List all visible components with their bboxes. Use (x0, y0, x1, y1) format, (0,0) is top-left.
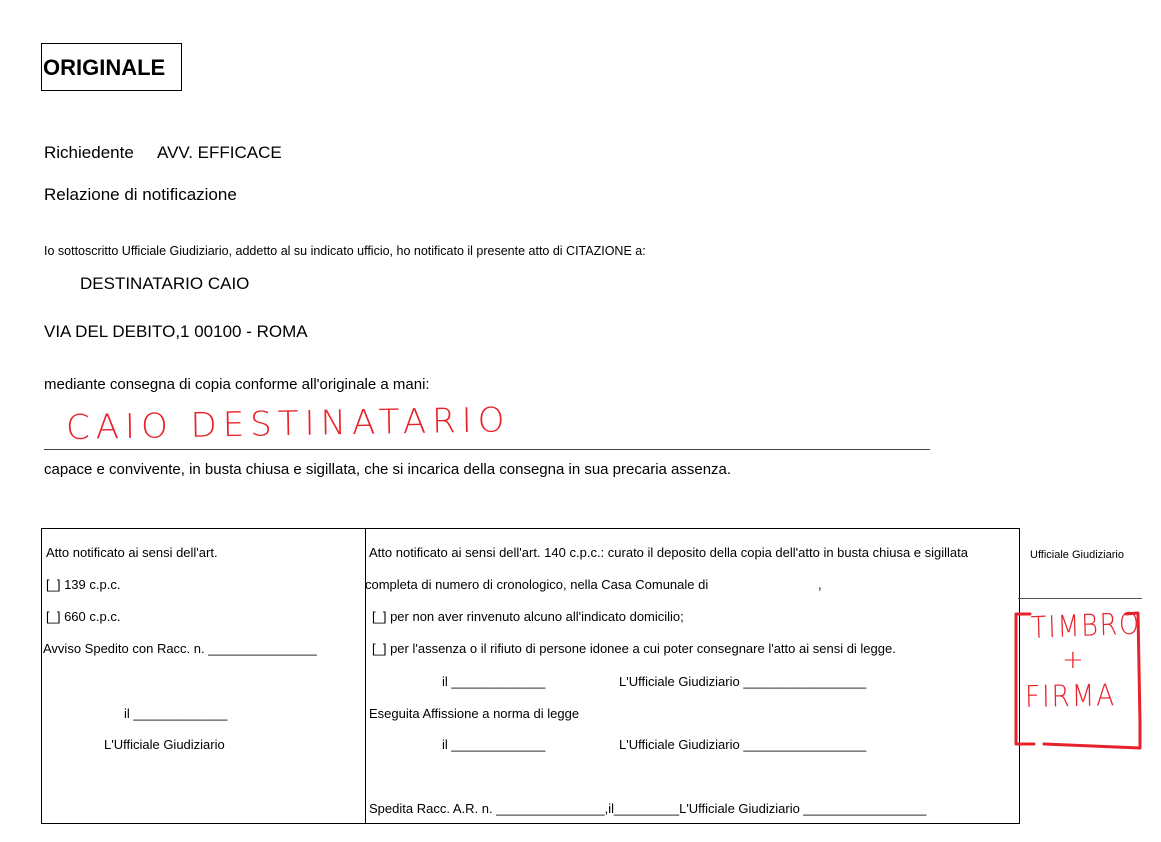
delivery-text: mediante consegna di copia conforme all'originale a mani: (44, 376, 430, 393)
affixion-line: Eseguita Affissione a norma di legge (369, 706, 580, 721)
right-officer-2: L'Ufficiale Giudiziario _________________ (619, 737, 867, 752)
notice-line: Avviso Spedito con Racc. n. _______________ (43, 641, 317, 656)
option-139: [_] 139 c.p.c. (46, 577, 121, 592)
stamp-text-firma: FIRMA (1024, 678, 1117, 715)
original-badge: ORIGINALE (41, 43, 182, 91)
requester-label: Richiedente (44, 143, 134, 162)
intro-text: Io sottoscritto Ufficiale Giudiziario, addetto al su indicato ufficio, ho notificato il presente atto di CITAZIONE a: (44, 244, 646, 258)
right-option-2: [_] per l'assenza o il rifiuto di persone idonee a cui poter consegnare l'atto ai sensi di legge. (372, 641, 896, 656)
right-date-2: il _____________ (442, 737, 546, 752)
right-line-1: Atto notificato ai sensi dell'art. 140 c.p.c.: curato il deposito della copia dell'atto in busta chiusa e sigillata (369, 545, 968, 560)
handwritten-recipient: CAIO DESTINATARIO (65, 400, 511, 448)
stamp-text-timbro: TIMBRO (1030, 606, 1142, 646)
right-line-2: completa di numero di cronologico, nella Casa Comunale di (365, 577, 709, 592)
side-signature-line (1018, 598, 1142, 599)
left-title: Atto notificato ai sensi dell'art. (46, 545, 218, 560)
recipient-name: DESTINATARIO CAIO (80, 274, 250, 293)
right-officer-1: L'Ufficiale Giudiziario _________________ (619, 674, 867, 689)
option-660: [_] 660 c.p.c. (46, 609, 121, 624)
right-line-2-comma: , (818, 577, 822, 592)
left-officer: L'Ufficiale Giudiziario (104, 737, 225, 752)
mail-line: Spedita Racc. A.R. n. _______________,il_________L'Ufficiale Giudiziario _________________ (369, 801, 927, 816)
recipient-address: VIA DEL DEBITO,1 00100 - ROMA (44, 322, 308, 341)
table-divider (365, 528, 366, 824)
requester-value: AVV. EFFICACE (157, 143, 282, 162)
stamp-plus: + (1062, 645, 1084, 675)
delivery-underline (44, 449, 930, 450)
left-date: il _____________ (124, 706, 228, 721)
right-date-1: il _____________ (442, 674, 546, 689)
right-option-1: [_] per non aver rinvenuto alcuno all'indicato domicilio; (372, 609, 684, 624)
report-title: Relazione di notificazione (44, 185, 237, 204)
delivery-description: capace e convivente, in busta chiusa e sigillata, che si incarica della consegna in sua precaria assenza. (44, 461, 732, 478)
side-officer-label: Ufficiale Giudiziario (1030, 549, 1124, 561)
